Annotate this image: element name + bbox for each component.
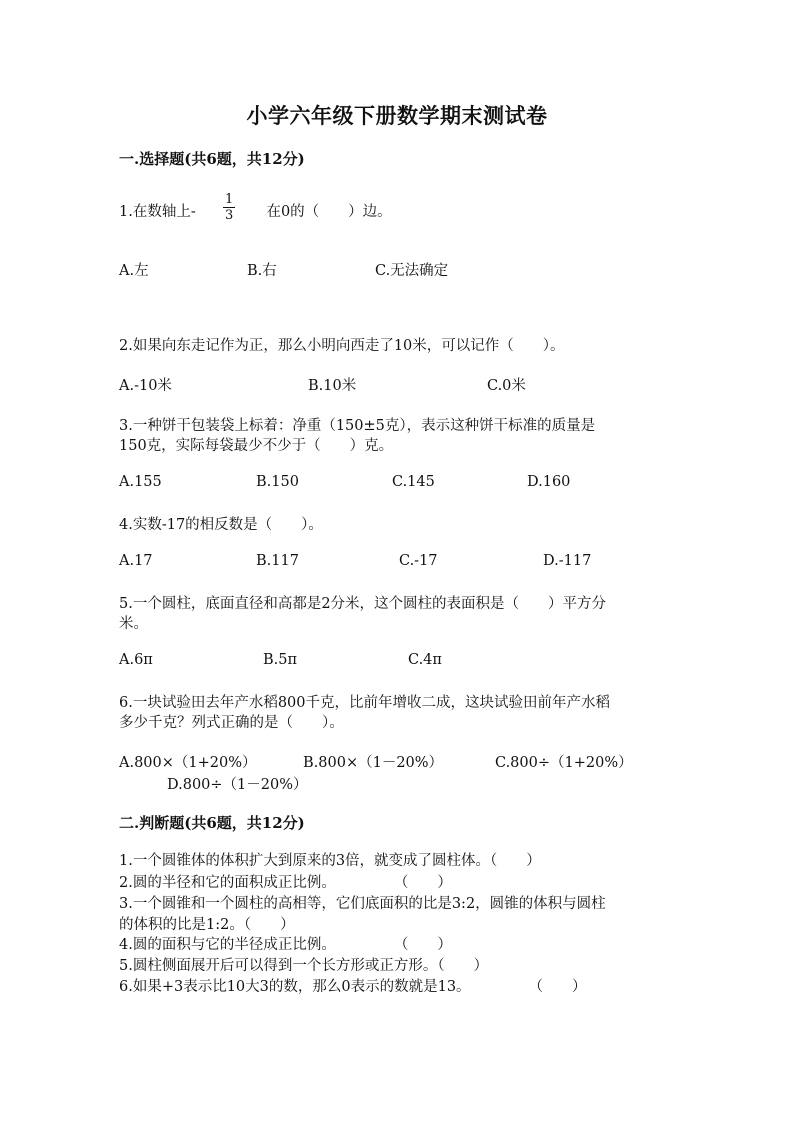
judgment-item: 1.一个圆锥体的体积扩大到原来的3倍，就变成了圆柱体。（ ） [119, 853, 541, 869]
question-5-line-2: 米。 [119, 616, 148, 632]
option: A.左 [119, 263, 149, 279]
option: A.6π [119, 652, 153, 668]
option: C.4π [408, 652, 442, 668]
option: B.800×（1－20%） [303, 755, 444, 771]
option: B.右 [247, 263, 277, 279]
question-4: 4.实数-17的相反数是（ ）。 [119, 517, 323, 533]
question-1-prefix: 1.在数轴上- [119, 204, 196, 220]
option: B.117 [256, 553, 299, 569]
option: D.-117 [543, 553, 592, 569]
option: B.150 [256, 474, 299, 490]
question-3-line-1: 3.一种饼干包装袋上标着：净重（150±5克），表示这种饼干标准的质量是 [119, 418, 596, 434]
judgment-item-continuation: 的体积的比是1:2。（ ） [119, 917, 295, 933]
judgment-item: 5.圆柱侧面展开后可以得到一个长方形或正方形。（ ） [119, 958, 489, 974]
option: D.160 [527, 474, 571, 490]
fraction-one-third [223, 192, 235, 223]
judgment-item: 3.一个圆锥和一个圆柱的高相等，它们底面积的比是3:2，圆锥的体积与圆柱 [119, 896, 606, 912]
option: A.-10米 [119, 378, 172, 394]
page-title: 小学六年级下册数学期末测试卷 [246, 103, 548, 128]
fraction-denominator: 3 [224, 207, 234, 223]
section-heading-judgment: 二.判断题(共6题，共12分) [119, 814, 305, 832]
judgment-item: 4.圆的面积与它的半径成正比例。 （ ） [119, 937, 452, 953]
option: B.10米 [308, 378, 357, 394]
question-2: 2.如果向东走记作为正，那么小明向西走了10米，可以记作（ ）。 [119, 338, 565, 354]
option: C.145 [392, 474, 435, 490]
question-1-suffix: 在0的（ ）边。 [266, 204, 392, 220]
judgment-item: 2.圆的半径和它的面积成正比例。 （ ） [119, 875, 452, 891]
option: C.0米 [487, 378, 526, 394]
question-1 [119, 191, 392, 223]
option: A.800×（1+20%） [119, 755, 257, 771]
question-3-line-2: 150克，实际每袋最少不少于（ ）克。 [119, 438, 394, 454]
question-5-line-1: 5.一个圆柱，底面直径和高都是2分米，这个圆柱的表面积是（ ）平方分 [119, 596, 607, 612]
question-6-line-2: 多少千克？列式正确的是（ ）。 [119, 715, 344, 731]
option: C.无法确定 [375, 263, 449, 279]
section-heading-choice: 一.选择题(共6题，共12分) [119, 150, 305, 168]
question-6-line-1: 6.一块试验田去年产水稻800千克，比前年增收二成，这块试验田前年产水稻 [119, 695, 611, 711]
option: C.-17 [399, 553, 438, 569]
judgment-item: 6.如果+3表示比10大3的数，那么0表示的数就是13。 （ ） [119, 979, 587, 995]
option: D.800÷（1－20%） [167, 777, 308, 793]
option: B.5π [263, 652, 298, 668]
option: A.155 [119, 474, 162, 490]
option: A.17 [119, 553, 153, 569]
fraction-numerator: 1 [224, 191, 234, 207]
option: C.800÷（1+20%） [495, 755, 633, 771]
